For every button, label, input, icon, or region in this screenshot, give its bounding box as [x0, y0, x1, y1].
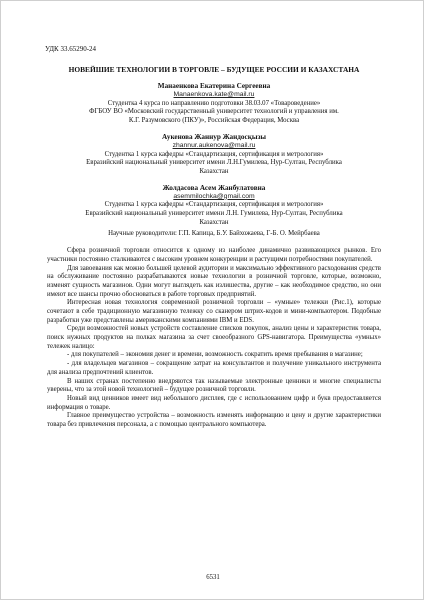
author-affiliation-line: Казахстан [199, 218, 229, 226]
body-paragraph: В наших странах постепенно внедряются так называемые электронные ценники и многие специалисты уверены, что за этой новой технологией – будущее розничной торговли. [47, 377, 381, 394]
author-affiliation-line: Евразийский национальный университет имени Л.Н. Гумилева, Нур-Султан, Республика [85, 210, 343, 218]
article-title: НОВЕЙШИЕ ТЕХНОЛОГИИ В ТОРГОВЛЕ – БУДУЩЕЕ РОССИИ И КАЗАХСТАНА [68, 65, 360, 74]
author-name: Манаенкова Екатерина Сергеевна [157, 81, 271, 90]
author-block-3 [47, 184, 381, 228]
author-affiliation-line: Казахстан [199, 167, 229, 175]
author-affiliation-line: Студентка 1 курса кафедры «Стандартизация, сертификация и метрология» [104, 201, 324, 209]
page-number: 6531 [206, 574, 220, 581]
author-block-1 [47, 82, 381, 126]
author-affiliation-line: Евразийский национальный университет имени Л.Н.Гумилева, Нур-Султан, Республика [86, 159, 342, 167]
body-paragraph: Среди возможностей новых устройств составление списков покупок, анализ цены и характеристик товара, поиск нужных продуктов на полках магазина за счет своеобразного GPS-навигатора. Преимущества «умных» тележек налицо: [47, 325, 381, 350]
body-paragraph: - для владельцев магазинов – сокращение затрат на консультантов и получение уникального инструмента для анализа предпочтений клиентов. [47, 360, 381, 376]
author-name: Аукенова Жаннур Жандосқызы [162, 132, 266, 141]
author-affiliation-line: Студентка 4 курса по направлению подготовки 38.03.07 «Товароведение» [107, 99, 321, 107]
supervisors-line: Научные руководители: Г.П. Капица, Б.У. Байхожаева, Г-Б. О. Мейрбаева [108, 229, 320, 237]
author-affiliation-line: ФГБОУ ВО «Московский государственный университет технологий и управления им. [89, 108, 339, 116]
author-name: Жолдасова Асем Жанбулатовна [162, 183, 266, 192]
body-paragraph: Новый вид ценников имеет вид небольшого дисплея, где с использованием цифр и букв предоставляется информация о товаре. [47, 394, 381, 411]
author-affiliation-line: К.Г. Разумовского (ПКУ)», Российская Федерация, Москва [128, 116, 300, 124]
udk-code: УДК 33.65290-24 [45, 45, 97, 53]
body-paragraph: Сфера розничной торговли относится к одному из наиболее динамично развивающихся рынков. Его участники постоянно сталкиваются с высоким уровнем конкуренции и растущими потребностями покупателей. [47, 247, 381, 263]
article-content [47, 41, 381, 430]
body-paragraph: - для покупателей – экономия денег и времени, возможность сократить время пребывания в магазине; [67, 351, 363, 359]
body-paragraph: Интересная новая технология современной розничной торговли – «умные» тележки (Рис.1), которые сочетают в себе традиционную магазинную тележку со сканером штрих-кодов и мини-компьютером. Подобные разработки уже представлены американскими компаниями IBM и EDS. [47, 299, 381, 324]
article-body [47, 247, 381, 429]
author-email[interactable]: asemmilochka@gmail.com [173, 192, 255, 200]
body-paragraph: Для завоевания как можно большей целевой аудитории и максимально эффективного расходования средств на обслуживание постоянно разрабатываются новые технологии в розничной торговле, которые, возможно, изменят сущность магазинов. Одни могут выглядеть как излишества, другие – как необходимое средство, но они имеют все шансы прочно обосноваться в работе торговых предприятий. [47, 264, 381, 298]
author-email[interactable]: zhannur.aukenova@mail.ru [172, 141, 256, 149]
author-block-2 [47, 133, 381, 177]
author-email[interactable]: Manaenkova.kate@mail.ru [173, 90, 255, 98]
body-paragraph: Главное преимущество устройства – возможность изменять информацию и цену и другие характеристики товара без привлечения персонала, а с помощью центрального компьютера. [47, 412, 381, 428]
author-affiliation-line: Студентка 1 курса кафедры «Стандартизация, сертификация и метрология» [104, 150, 324, 158]
